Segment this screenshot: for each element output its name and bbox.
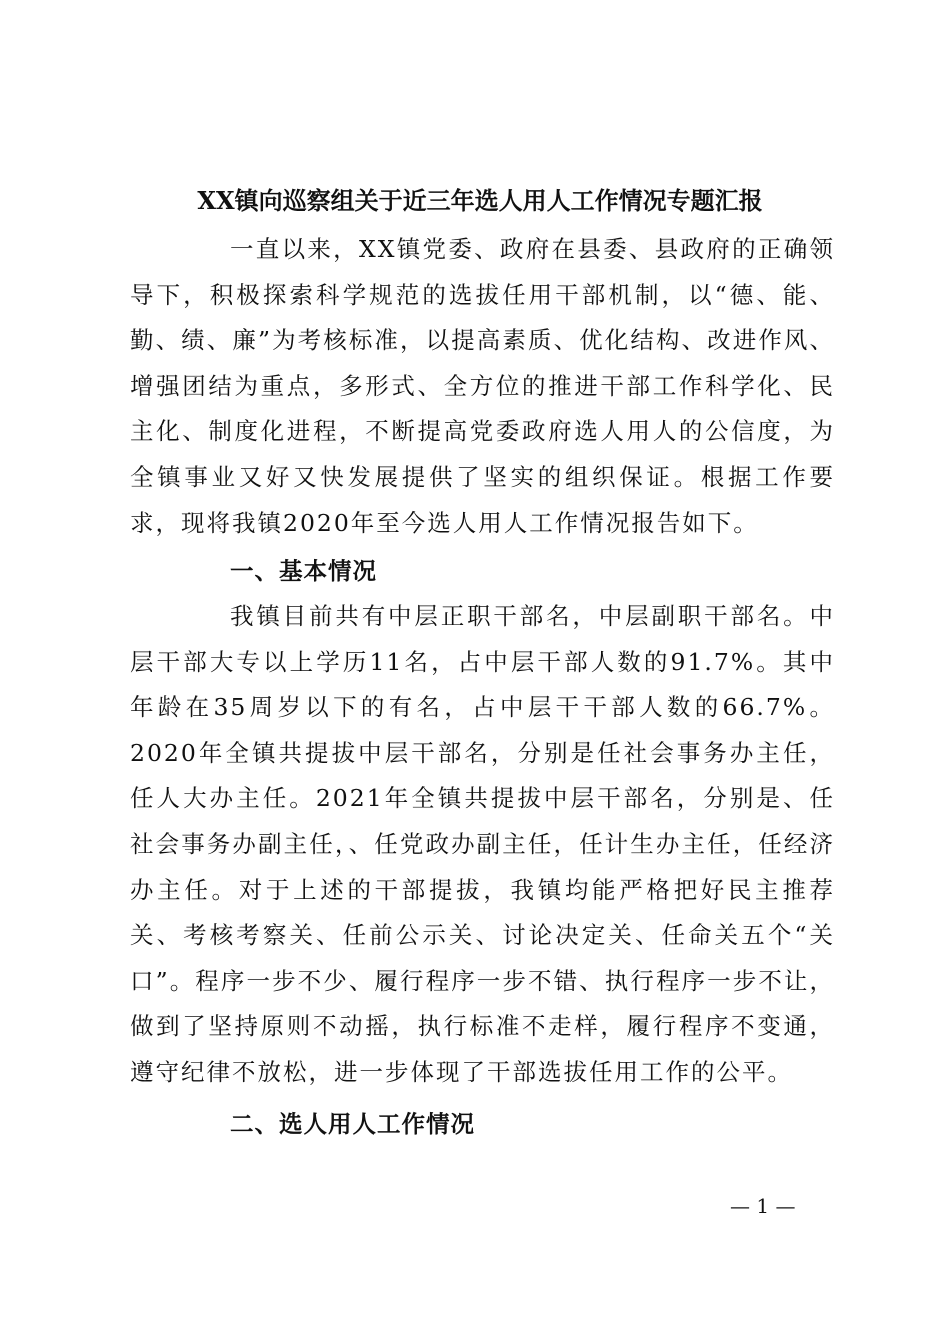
section-heading-basic-situation: 一、基本情况 xyxy=(230,557,377,585)
document-title: XX镇向巡察组关于近三年选人用人工作情况专题汇报 xyxy=(197,186,763,215)
intro-paragraph: 一直以来，XX镇党委、政府在县委、县政府的正确领导下，积极探索科学规范的选拔任用干部机制，以“德、能、勤、绩、廉”为考核标准，以提高素质、优化结构、改进作风、增强团结为重点，多形式、全方位的推进干部工作科学化、民主化、制度化进程，不断提高党委政府选人用人的公信度，为全镇事业又好又快发展提供了坚实的组织保证。根据工作要求，现将我镇2020年至今选人用人工作情况报告如下。 xyxy=(130,235,835,537)
basic-situation-paragraph: 我镇目前共有中层正职干部名，中层副职干部名。中层干部大专以上学历11名，占中层干部人数的91.7%。其中年龄在35周岁以下的有名，占中层干干部人数的66.7%。2020年全镇共提拔中层干部名，分别是任社会事务办主任，任人大办主任。2021年全镇共提拔中层干部名，分别是、任社会事务办副主任，、任党政办副主任，任计生办主任，任经济办主任。对于上述的干部提拔，我镇均能严格把好民主推荐关、考核考察关、任前公示关、讨论决定关、任命关五个“关口”。程序一步不少、履行程序一步不错、执行程序一步不让，做到了坚持原则不动摇，执行标准不走样，履行程序不变通，遵守纪律不放松，进一步体现了干部选拔任用工作的公平。 xyxy=(130,602,835,1086)
section-heading-personnel-work: 二、选人用人工作情况 xyxy=(230,1110,475,1138)
page-number: — 1 — xyxy=(730,1194,796,1218)
